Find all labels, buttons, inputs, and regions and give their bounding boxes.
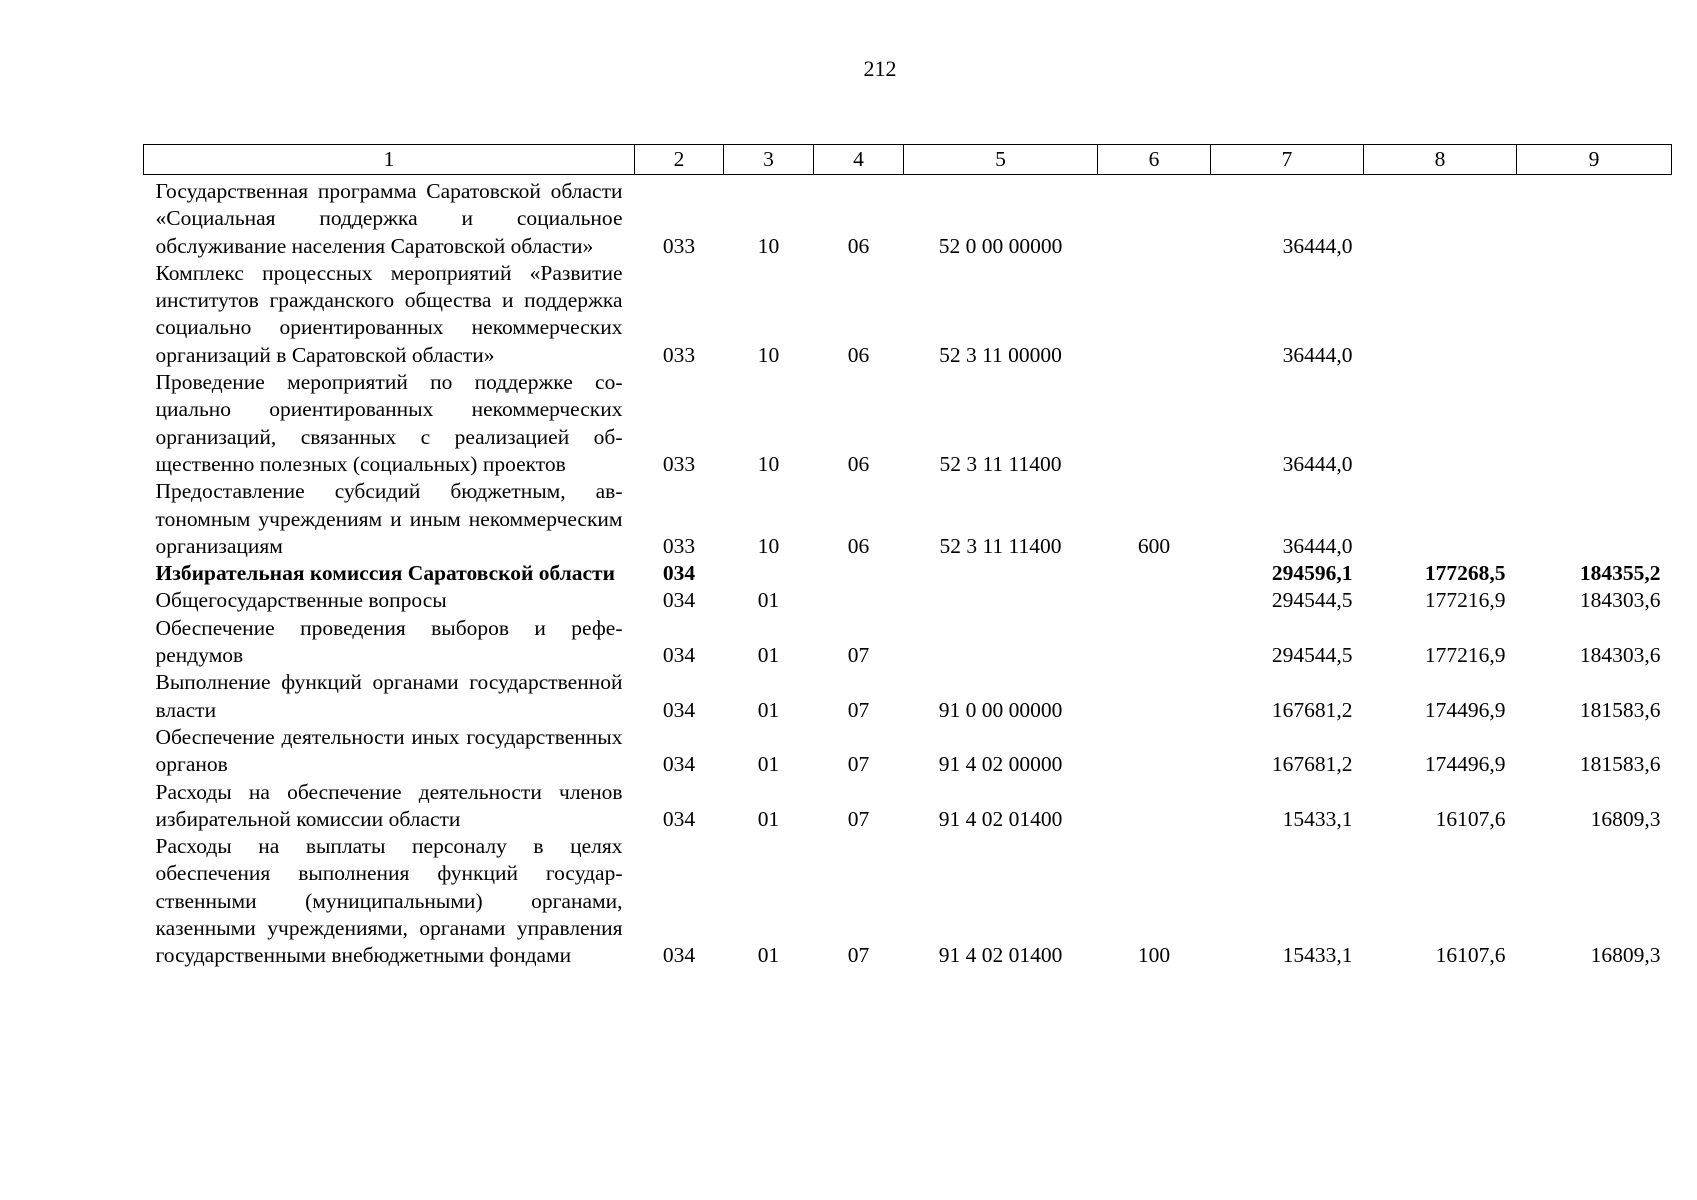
row-col-2: 034 [662, 643, 696, 668]
row-col-9: 181583,6 [1579, 752, 1661, 777]
row-col-8 [1364, 260, 1517, 369]
table-row [144, 587, 1672, 614]
page-number: 212 [863, 56, 897, 81]
row-col-9: 184303,6 [1579, 643, 1661, 668]
column-header-9: 9 [1517, 145, 1672, 175]
row-col-8: 174496,9 [1424, 752, 1506, 777]
table-row [144, 478, 1672, 560]
row-col-2: 033 [662, 342, 696, 367]
table-row [144, 260, 1672, 369]
budget-table [143, 144, 1672, 970]
row-col-4: 06 [847, 451, 870, 476]
table-row [144, 779, 1672, 834]
row-col-2: 034 [662, 752, 696, 777]
row-col-5 [904, 587, 1098, 614]
column-header-7: 7 [1211, 145, 1364, 175]
row-col-2: 033 [662, 233, 696, 258]
row-col-9: 16809,3 [1590, 943, 1661, 968]
table-row [144, 724, 1672, 779]
row-col-9 [1517, 478, 1672, 560]
table-row [144, 175, 1672, 260]
column-header-5: 5 [904, 145, 1098, 175]
row-col-2: 034 [662, 561, 696, 586]
table-body [144, 175, 1672, 970]
row-col-7: 167681,2 [1271, 697, 1353, 722]
row-col-3: 01 [757, 588, 780, 613]
row-col-4: 06 [847, 342, 870, 367]
row-col-4: 07 [847, 752, 870, 777]
table-row [144, 369, 1672, 478]
row-col-4: 07 [847, 806, 870, 831]
row-col-7: 36444,0 [1282, 342, 1353, 367]
row-name: Расходы на выплаты персоналу в целях обеспечения выполнения функций государственными (муниципальными) органами, казенными учреждениями, органами управления государственными внебюджетными фондами [155, 834, 623, 968]
row-col-5 [904, 615, 1098, 670]
row-name: Избирательная комиссия Саратовской области [155, 561, 616, 586]
row-col-7: 36444,0 [1282, 533, 1353, 558]
row-col-8: 177216,9 [1424, 643, 1506, 668]
row-col-9 [1517, 175, 1672, 260]
row-col-4: 07 [847, 943, 870, 968]
row-col-4: 06 [847, 533, 870, 558]
row-col-2: 034 [662, 588, 696, 613]
row-col-8 [1364, 369, 1517, 478]
row-col-2: 033 [662, 451, 696, 476]
table-row [144, 669, 1672, 724]
row-col-7: 294544,5 [1271, 643, 1353, 668]
row-name: Государственная программа Саратовской области «Социальная поддержка и социальное обслуживание населения Саратовской области» [155, 179, 623, 258]
table-header-row [144, 145, 1672, 175]
column-header-8: 8 [1364, 145, 1517, 175]
row-col-9 [1517, 260, 1672, 369]
row-col-7: 36444,0 [1282, 233, 1353, 258]
row-col-4 [814, 560, 904, 587]
row-col-5: 52 3 11 11400 [939, 451, 1062, 476]
row-name: Предоставление субсидий бюджетным, автономным учреждениям и иным некоммерческим организациям [155, 479, 623, 558]
row-col-5: 52 3 11 00000 [939, 342, 1062, 367]
column-header-1: 1 [144, 145, 635, 175]
row-col-4: 07 [847, 697, 870, 722]
row-name: Обеспечение деятельности иных государственных органов [155, 724, 623, 777]
row-col-7: 167681,2 [1271, 752, 1353, 777]
row-col-2: 034 [662, 697, 696, 722]
row-col-7: 15433,1 [1282, 806, 1353, 831]
row-name: Комплекс процессных мероприятий «Развитие институтов гражданского общества и поддержка социально ориентированных некоммерческих организаций в Саратовской области» [155, 260, 623, 367]
row-col-8 [1364, 478, 1517, 560]
row-col-6 [1098, 260, 1211, 369]
row-col-6 [1098, 615, 1211, 670]
row-col-8: 177268,5 [1424, 561, 1506, 586]
row-col-5: 52 0 00 00000 [938, 233, 1063, 258]
column-header-3: 3 [724, 145, 814, 175]
row-col-3: 01 [757, 752, 780, 777]
column-header-2: 2 [635, 145, 724, 175]
row-col-4: 07 [847, 643, 870, 668]
row-col-2: 033 [662, 533, 696, 558]
row-col-6 [1098, 369, 1211, 478]
row-col-8 [1364, 175, 1517, 260]
row-col-3 [724, 560, 814, 587]
row-col-5 [904, 560, 1098, 587]
row-col-6 [1098, 724, 1211, 779]
row-col-3: 01 [757, 806, 780, 831]
row-col-5: 91 4 02 01400 [938, 806, 1063, 831]
row-col-3: 01 [757, 697, 780, 722]
row-col-6: 100 [1137, 943, 1171, 968]
row-col-2: 034 [662, 943, 696, 968]
row-col-9: 181583,6 [1579, 697, 1661, 722]
row-col-9: 184303,6 [1579, 588, 1661, 613]
table-row [144, 833, 1672, 969]
row-col-8: 174496,9 [1424, 697, 1506, 722]
row-col-7: 294544,5 [1271, 588, 1353, 613]
row-col-2: 034 [662, 806, 696, 831]
row-col-8: 16107,6 [1435, 943, 1506, 968]
row-col-3: 01 [757, 643, 780, 668]
row-col-3: 10 [757, 342, 780, 367]
row-col-8: 177216,9 [1424, 588, 1506, 613]
row-col-9: 184355,2 [1579, 561, 1661, 586]
row-col-3: 10 [757, 533, 780, 558]
row-col-6 [1098, 587, 1211, 614]
row-col-9 [1517, 369, 1672, 478]
table-row [144, 615, 1672, 670]
row-col-7: 294596,1 [1271, 561, 1353, 586]
row-col-5: 91 4 02 00000 [938, 752, 1063, 777]
row-name: Проведение мероприятий по поддержке социально ориентированных некоммерческих организаций, связанных с реализацией общественно полезных (социальных) проектов [155, 370, 623, 476]
row-col-3: 01 [757, 943, 780, 968]
row-col-6 [1098, 669, 1211, 724]
row-col-6 [1098, 779, 1211, 834]
row-name: Обеспечение проведения выборов и референдумов [155, 615, 623, 668]
row-col-3: 10 [757, 451, 780, 476]
table-row [144, 560, 1672, 587]
row-name: Расходы на обеспечение деятельности членов избирательной комиссии области [155, 779, 623, 831]
row-col-7: 15433,1 [1282, 943, 1353, 968]
row-col-9: 16809,3 [1590, 806, 1661, 831]
row-col-3: 10 [757, 233, 780, 258]
row-name: Общегосударственные вопросы [155, 588, 447, 613]
column-header-4: 4 [814, 145, 904, 175]
column-header-6: 6 [1098, 145, 1211, 175]
row-col-5: 52 3 11 11400 [939, 533, 1062, 558]
row-col-8: 16107,6 [1435, 806, 1506, 831]
row-col-6 [1098, 560, 1211, 587]
row-col-7: 36444,0 [1282, 451, 1353, 476]
row-col-5: 91 0 00 00000 [938, 697, 1063, 722]
row-col-4: 06 [847, 233, 870, 258]
row-col-6: 600 [1137, 533, 1171, 558]
row-col-5: 91 4 02 01400 [938, 943, 1063, 968]
row-name: Выполнение функций органами государственной власти [155, 670, 623, 722]
row-col-4 [814, 587, 904, 614]
row-col-6 [1098, 175, 1211, 260]
